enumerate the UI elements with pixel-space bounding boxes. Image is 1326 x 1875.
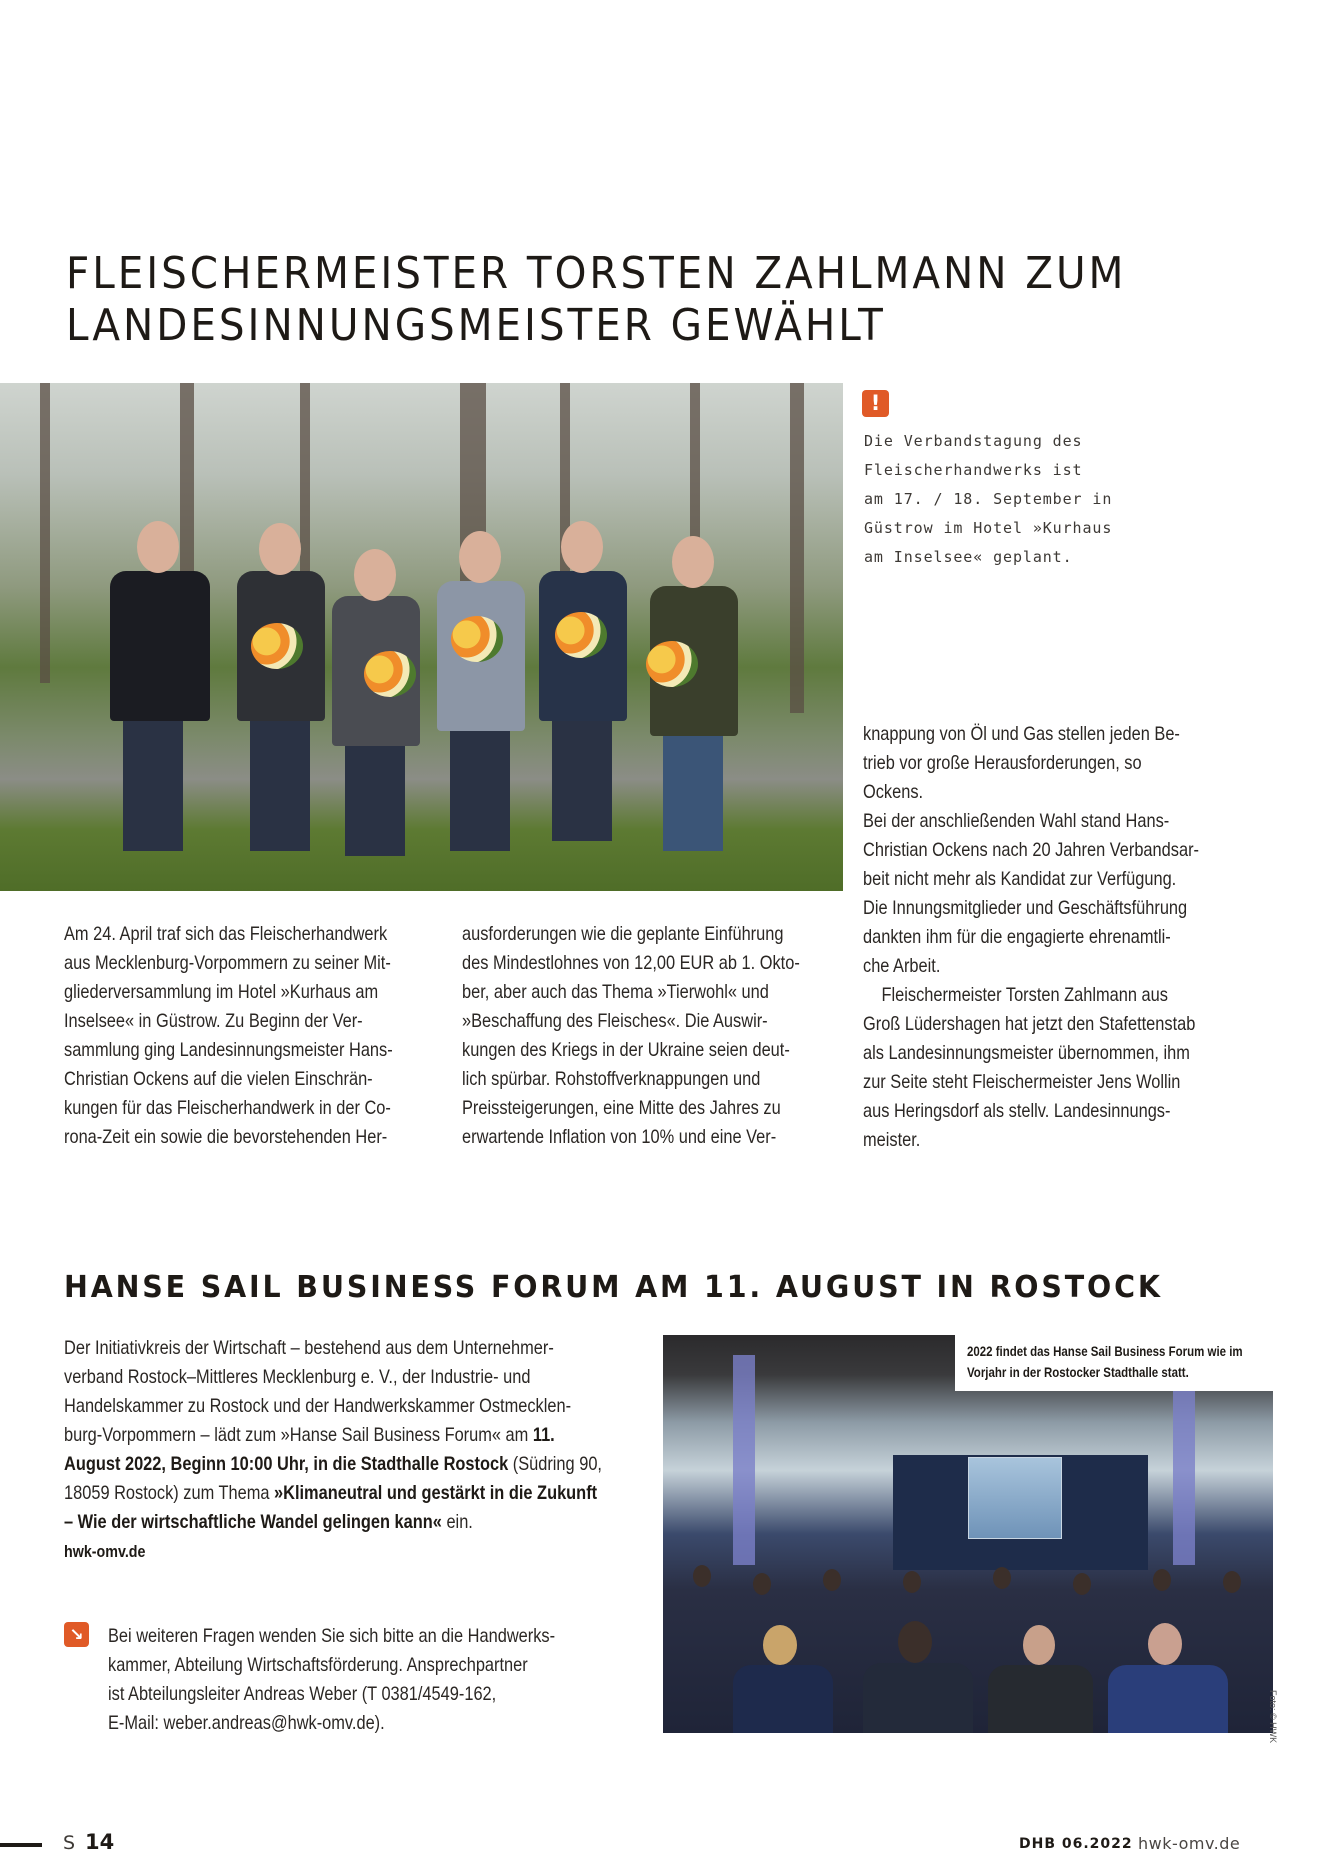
text-line: erwartende Inflation von 10% und eine Ver-: [462, 1126, 777, 1148]
text-span: (Südring 90,: [508, 1453, 602, 1475]
text-line: rona-Zeit ein sowie die bevorstehenden Her-: [64, 1126, 388, 1148]
text-line: lich spürbar. Rohstoffverknappungen und: [462, 1068, 761, 1090]
text-line: »Beschaffung des Fleisches«. Die Auswir-: [462, 1010, 768, 1032]
email-line[interactable]: E-Mail: weber.andreas@hwk-omv.de).: [108, 1712, 385, 1734]
photo-credit: Foto: © HWK: [1268, 1690, 1278, 1744]
text-line: ber, aber auch das Thema »Tierwohl« und: [462, 981, 769, 1003]
footer-website-link[interactable]: hwk-omv.de: [1138, 1834, 1241, 1853]
text-line: Am 24. April traf sich das Fleischerhandwerk: [64, 923, 388, 945]
article1-column-1: [64, 920, 393, 1152]
page-prefix: S: [63, 1832, 76, 1854]
contact-info: [108, 1622, 555, 1738]
text-line: [64, 1421, 602, 1450]
text-line: gliederversammlung im Hotel »Kurhaus am: [64, 981, 379, 1003]
text-line: dankten ihm für die engagierte ehrenamtli-: [863, 926, 1171, 948]
projection-screen: [968, 1457, 1062, 1539]
text-line: [64, 1479, 602, 1508]
text-line: sammlung ging Landesinnungsmeister Hans-: [64, 1039, 393, 1061]
text-line: Groß Lüdershagen hat jetzt den Stafettenstab: [863, 1013, 1196, 1035]
text-line: verband Rostock–Mittleres Mecklenburg e. V., der Industrie- und: [64, 1366, 531, 1388]
text-line: ausforderungen wie die geplante Einführung: [462, 923, 784, 945]
info-line: am 17. / 18. September in: [864, 490, 1113, 508]
text-line: aus Mecklenburg-Vorpommern zu seiner Mit-: [64, 952, 391, 974]
info-line: Fleischerhandwerks ist: [864, 461, 1083, 479]
text-line: knappung von Öl und Gas stellen jeden Be-: [863, 723, 1180, 745]
issue-label: DHB 06.2022: [1019, 1836, 1133, 1852]
footer-rule: [0, 1843, 42, 1847]
bold-span: 11.: [532, 1424, 555, 1446]
photo-caption: [955, 1335, 1277, 1391]
text-line: [64, 1508, 602, 1537]
headline-line-1: FLEISCHERMEISTER TORSTEN ZAHLMANN ZUM: [66, 248, 1127, 299]
text-line: Christian Ockens nach 20 Jahren Verbandsar-: [863, 839, 1199, 861]
text-line: Bei weiteren Fragen wenden Sie sich bitte an die Handwerks-: [108, 1625, 556, 1647]
person-5: [527, 516, 637, 851]
article2-headline: HANSE SAIL BUSINESS FORUM AM 11. AUGUST IN ROSTOCK: [64, 1270, 1163, 1305]
text-line: Bei der anschließenden Wahl stand Hans-: [863, 810, 1170, 832]
text-line: als Landesinnungsmeister übernommen, ihm: [863, 1042, 1190, 1064]
forum-photo: [663, 1335, 1273, 1733]
text-line: Fleischermeister Torsten Zahlmann aus: [881, 984, 1168, 1006]
person-6: [638, 531, 748, 851]
headline-line-2: LANDESINNUNGSMEISTER GEWÄHLT: [66, 300, 886, 351]
group-photo: [0, 383, 843, 891]
text-line: ist Abteilungsleiter Andreas Weber (T 0381/4549-162,: [108, 1683, 497, 1705]
text-line: kammer, Abteilung Wirtschaftsförderung. Ansprechpartner: [108, 1654, 528, 1676]
text-span: ein.: [441, 1511, 473, 1533]
text-line: meister.: [863, 1129, 921, 1151]
text-line: beit nicht mehr als Kandidat zur Verfügung.: [863, 868, 1177, 890]
text-line: Inselsee« in Güstrow. Zu Beginn der Ver-: [64, 1010, 363, 1032]
exclamation-icon: !: [862, 390, 889, 417]
text-line: Der Initiativkreis der Wirtschaft – bestehend aus dem Unternehmer-: [64, 1337, 554, 1359]
article1-column-2: [462, 920, 800, 1152]
article2-body: [64, 1334, 602, 1566]
info-box-text: [864, 427, 1164, 572]
text-span: burg-Vorpommern – lädt zum »Hanse Sail Business Forum« am: [64, 1424, 533, 1446]
bold-span: »Klimaneutral und gestärkt in die Zukunft: [274, 1482, 598, 1504]
person-2: [225, 521, 335, 851]
text-span: 18059 Rostock) zum Thema: [64, 1482, 275, 1504]
person-3: [320, 541, 430, 851]
text-line: Preissteigerungen, eine Mitte des Jahres zu: [462, 1097, 781, 1119]
text-line: kungen des Kriegs in der Ukraine seien deut-: [462, 1039, 790, 1061]
text-line: aus Heringsdorf als stellv. Landesinnungs-: [863, 1100, 1171, 1122]
info-line: am Inselsee« geplant.: [864, 548, 1073, 566]
text-line: [64, 1450, 602, 1479]
text-line: Ockens.: [863, 781, 924, 803]
text-line: des Mindestlohnes von 12,00 EUR ab 1. Okto-: [462, 952, 800, 974]
text-line: Die Innungsmitglieder und Geschäftsführung: [863, 897, 1188, 919]
person-1: [95, 511, 215, 851]
text-line: che Arbeit.: [863, 955, 941, 977]
article1-headline: [66, 248, 1170, 352]
website-link[interactable]: hwk-omv.de: [64, 1542, 146, 1561]
text-line: zur Seite steht Fleischermeister Jens Wollin: [863, 1071, 1181, 1093]
text-line: kungen für das Fleischerhandwerk in der Co-: [64, 1097, 391, 1119]
caption-line: 2022 findet das Hanse Sail Business Forum wie im: [967, 1343, 1243, 1359]
bold-span: – Wie der wirtschaftliche Wandel gelingen kann«: [64, 1511, 442, 1533]
text-line: Christian Ockens auf die vielen Einschrän-: [64, 1068, 373, 1090]
text-line: trieb vor große Herausforderungen, so: [863, 752, 1142, 774]
arrow-down-right-icon: ↘: [64, 1622, 89, 1647]
page-number: 14: [85, 1830, 115, 1854]
text-line: Handelskammer zu Rostock und der Handwerkskammer Ostmecklen-: [64, 1395, 572, 1417]
caption-line: Vorjahr in der Rostocker Stadthalle statt.: [967, 1364, 1189, 1380]
info-line: Güstrow im Hotel »Kurhaus: [864, 519, 1113, 537]
bold-span: August 2022, Beginn 10:00 Uhr, in die Stadthalle Rostock: [64, 1453, 509, 1475]
person-4: [425, 526, 535, 851]
info-line: Die Verbandstagung des: [864, 432, 1083, 450]
article1-column-3: [863, 720, 1199, 1155]
